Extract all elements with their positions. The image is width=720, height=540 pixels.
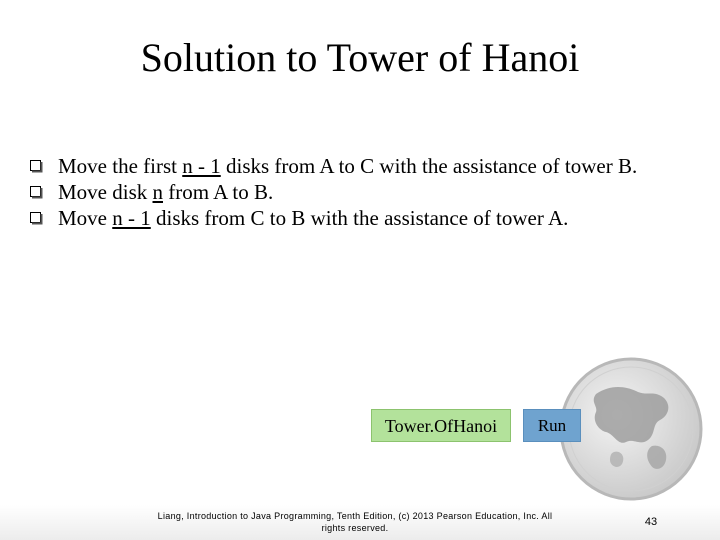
checkbox-bullet-icon (30, 186, 43, 199)
bullet-text-1a: Move the first (58, 154, 183, 178)
page-number: 43 (644, 516, 658, 528)
bullet-text-2a: Move disk (58, 180, 153, 204)
bullet-text-3c: disks from C to B with the assistance of tower A. (150, 206, 569, 230)
bullet-item (30, 155, 710, 177)
bullet-text-1b: n - 1 (182, 154, 221, 178)
slide-title: Solution to Tower of Hanoi (140, 35, 580, 80)
bullet-item (30, 207, 710, 229)
footer-line-2: rights reserved. (321, 523, 389, 533)
bullet-text-2c: from A to B. (163, 180, 274, 204)
footer-copyright (140, 510, 570, 534)
checkbox-bullet-icon (30, 212, 43, 225)
tower-of-hanoi-button[interactable]: Tower.OfHanoi (371, 409, 511, 442)
bullet-text-3a: Move (58, 206, 113, 230)
run-button[interactable]: Run (523, 409, 581, 442)
bullet-text-3b: n - 1 (112, 206, 151, 230)
checkbox-bullet-icon (30, 160, 43, 173)
bullet-text-1c: disks from A to C with the assistance of tower B. (220, 154, 638, 178)
bullet-item (30, 181, 710, 203)
footer-line-1: Liang, Introduction to Java Programming, Tenth Edition, (c) 2013 Pearson Education, Inc. All (157, 511, 553, 521)
bullet-text-2b: n (152, 180, 163, 204)
bullet-list (30, 155, 710, 233)
